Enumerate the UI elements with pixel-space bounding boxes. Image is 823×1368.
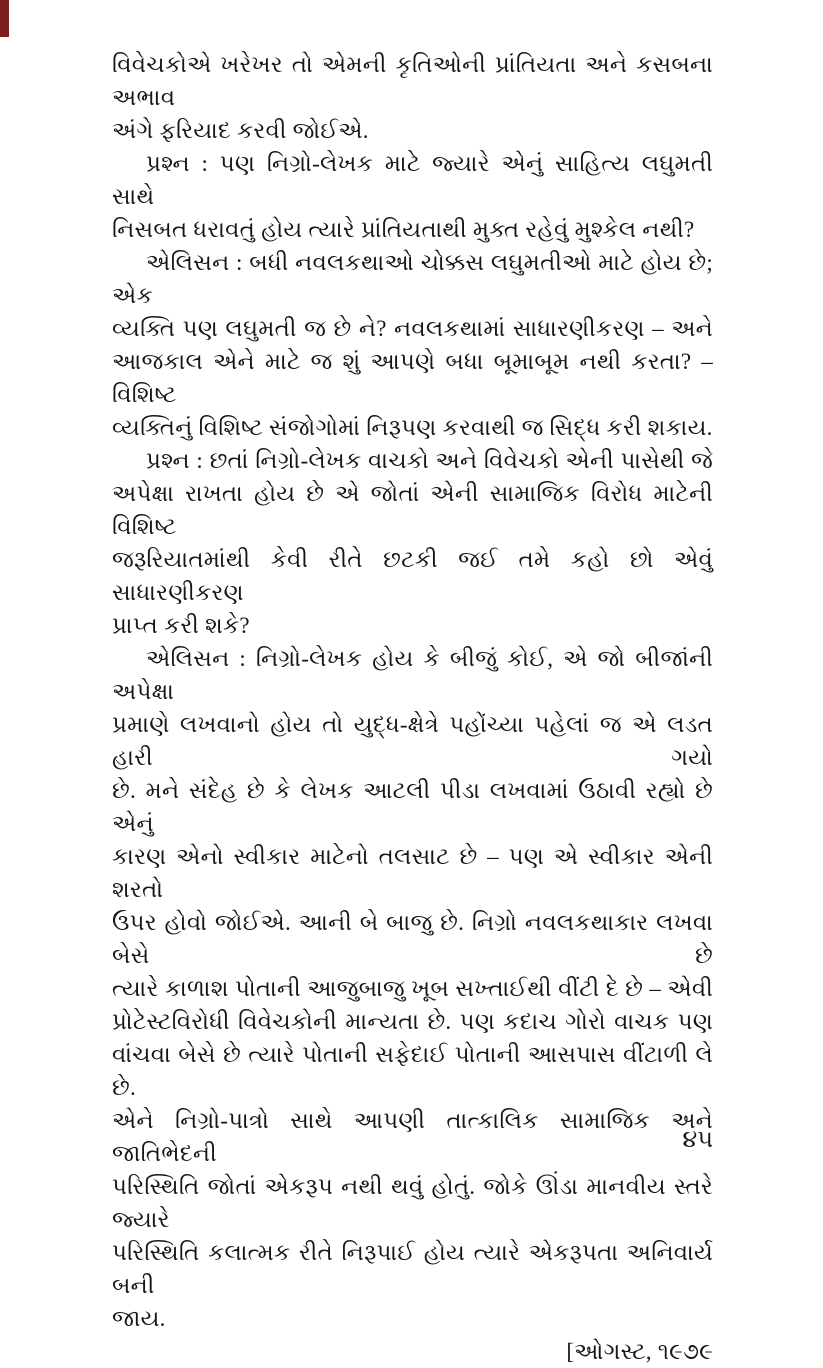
text-line: વ્યક્તિ પણ લઘુમતી જ છે ને? નવલકથામાં સાધારણીકરણ – અને [112,316,713,341]
corner-binding-mark [0,0,9,37]
page-number: ૪૫ [682,1127,713,1153]
text-line: પરિસ્થિતિ જોતાં એકરૂપ નથી થવું હોતું. જોકે ઊંડા માનવીય સ્તરે જ્યારે [112,1174,713,1232]
text-line: ઉપર હોવો જોઈએ. આની બે બાજુ છે. નિગ્રો નવલકથાકાર લખવા બેસે છે [112,910,713,968]
text-line: આજકાલ એને માટે જ શું આપણે બધા બૂમાબૂમ નથી કરતા? – વિશિષ્ટ [112,349,713,407]
text-line: જરૂરિયાતમાંથી કેવી રીતે છટકી જઈ તમે કહો છો એવું સાધારણીકરણ [112,547,713,605]
text-line: પ્રોટેસ્ટવિરોધી વિવેચકોની માન્યતા છે. પણ કદાચ ગોરો વાચક પણ [112,1009,713,1034]
text-line: ત્યારે કાળાશ પોતાની આજુબાજુ ખૂબ સખ્તાઈથી વીંટી દે છે – એવી [112,976,713,1001]
text-line: પરિસ્થિતિ કલાત્મક રીતે નિરૂપાઈ હોય ત્યારે એકરૂપતા અનિવાર્ય બની [112,1240,713,1298]
text-line: છે. મને સંદેહ છે કે લેખક આટલી પીડા લખવામાં ઉઠાવી રહ્યો છે એનું [112,778,713,836]
date-annotation: [ઓગસ્ટ, ૧૯૭૯ [566,1339,713,1364]
text-line-question: પ્રશ્ન : પણ નિગ્રો-લેખક માટે જ્યારે એનું સાહિત્ય લઘુમતી સાથે [112,151,713,209]
text-line: જાય. [112,1306,166,1331]
text-line-answer: એલિસન : બધી નવલકથાઓ ચોક્કસ લઘુમતીઓ માટે હોય છે; એક [112,250,713,308]
text-line-answer: એલિસન : નિગ્રો-લેખક હોય કે બીજું કોઈ, એ જો બીજાંની અપેક્ષા [112,646,713,704]
text-line: વ્યક્તિનું વિશિષ્ટ સંજોગોમાં નિરૂપણ કરવાથી જ સિદ્ધ કરી શકાય. [112,415,713,440]
text-line: નિસબત ધરાવતું હોય ત્યારે પ્રાંતિયતાથી મુક્ત રહેવું મુશ્કેલ નથી? [112,217,695,242]
text-line: પ્રાપ્ત કરી શકે? [112,613,250,638]
text-line: એને નિગ્રો-પાત્રો સાથે આપણી તાત્કાલિક સામાજિક અને જાતિભેદની [112,1108,713,1166]
text-line: પ્રમાણે લખવાનો હોય તો યુદ્ધ-ક્ષેત્રે પહોંચ્યા પહેલાં જ એ લડત હારી ગયો [112,712,713,770]
text-line: કારણ એનો સ્વીકાર માટેનો તલસાટ છે – પણ એ સ્વીકાર એની શરતો [112,844,713,902]
body-text [112,48,713,1368]
text-line-question: પ્રશ્ન : છતાં નિગ્રો-લેખક વાચકો અને વિવેચકો એની પાસેથી જે [146,448,713,473]
text-line: અપેક્ષા રાખતા હોય છે એ જોતાં એની સામાજિક વિરોધ માટેની વિશિષ્ટ [112,481,713,539]
text-line: અંગે ફરિયાદ કરવી જોઈએ. [112,118,369,143]
text-line: વાંચવા બેસે છે ત્યારે પોતાની સફેદાઈ પોતાની આસપાસ વીંટાળી લે છે. [112,1042,713,1100]
text-line: વિવેચકોએ ખરેખર તો એમની કૃતિઓની પ્રાંતિયતા અને કસબના અભાવ [112,52,713,110]
